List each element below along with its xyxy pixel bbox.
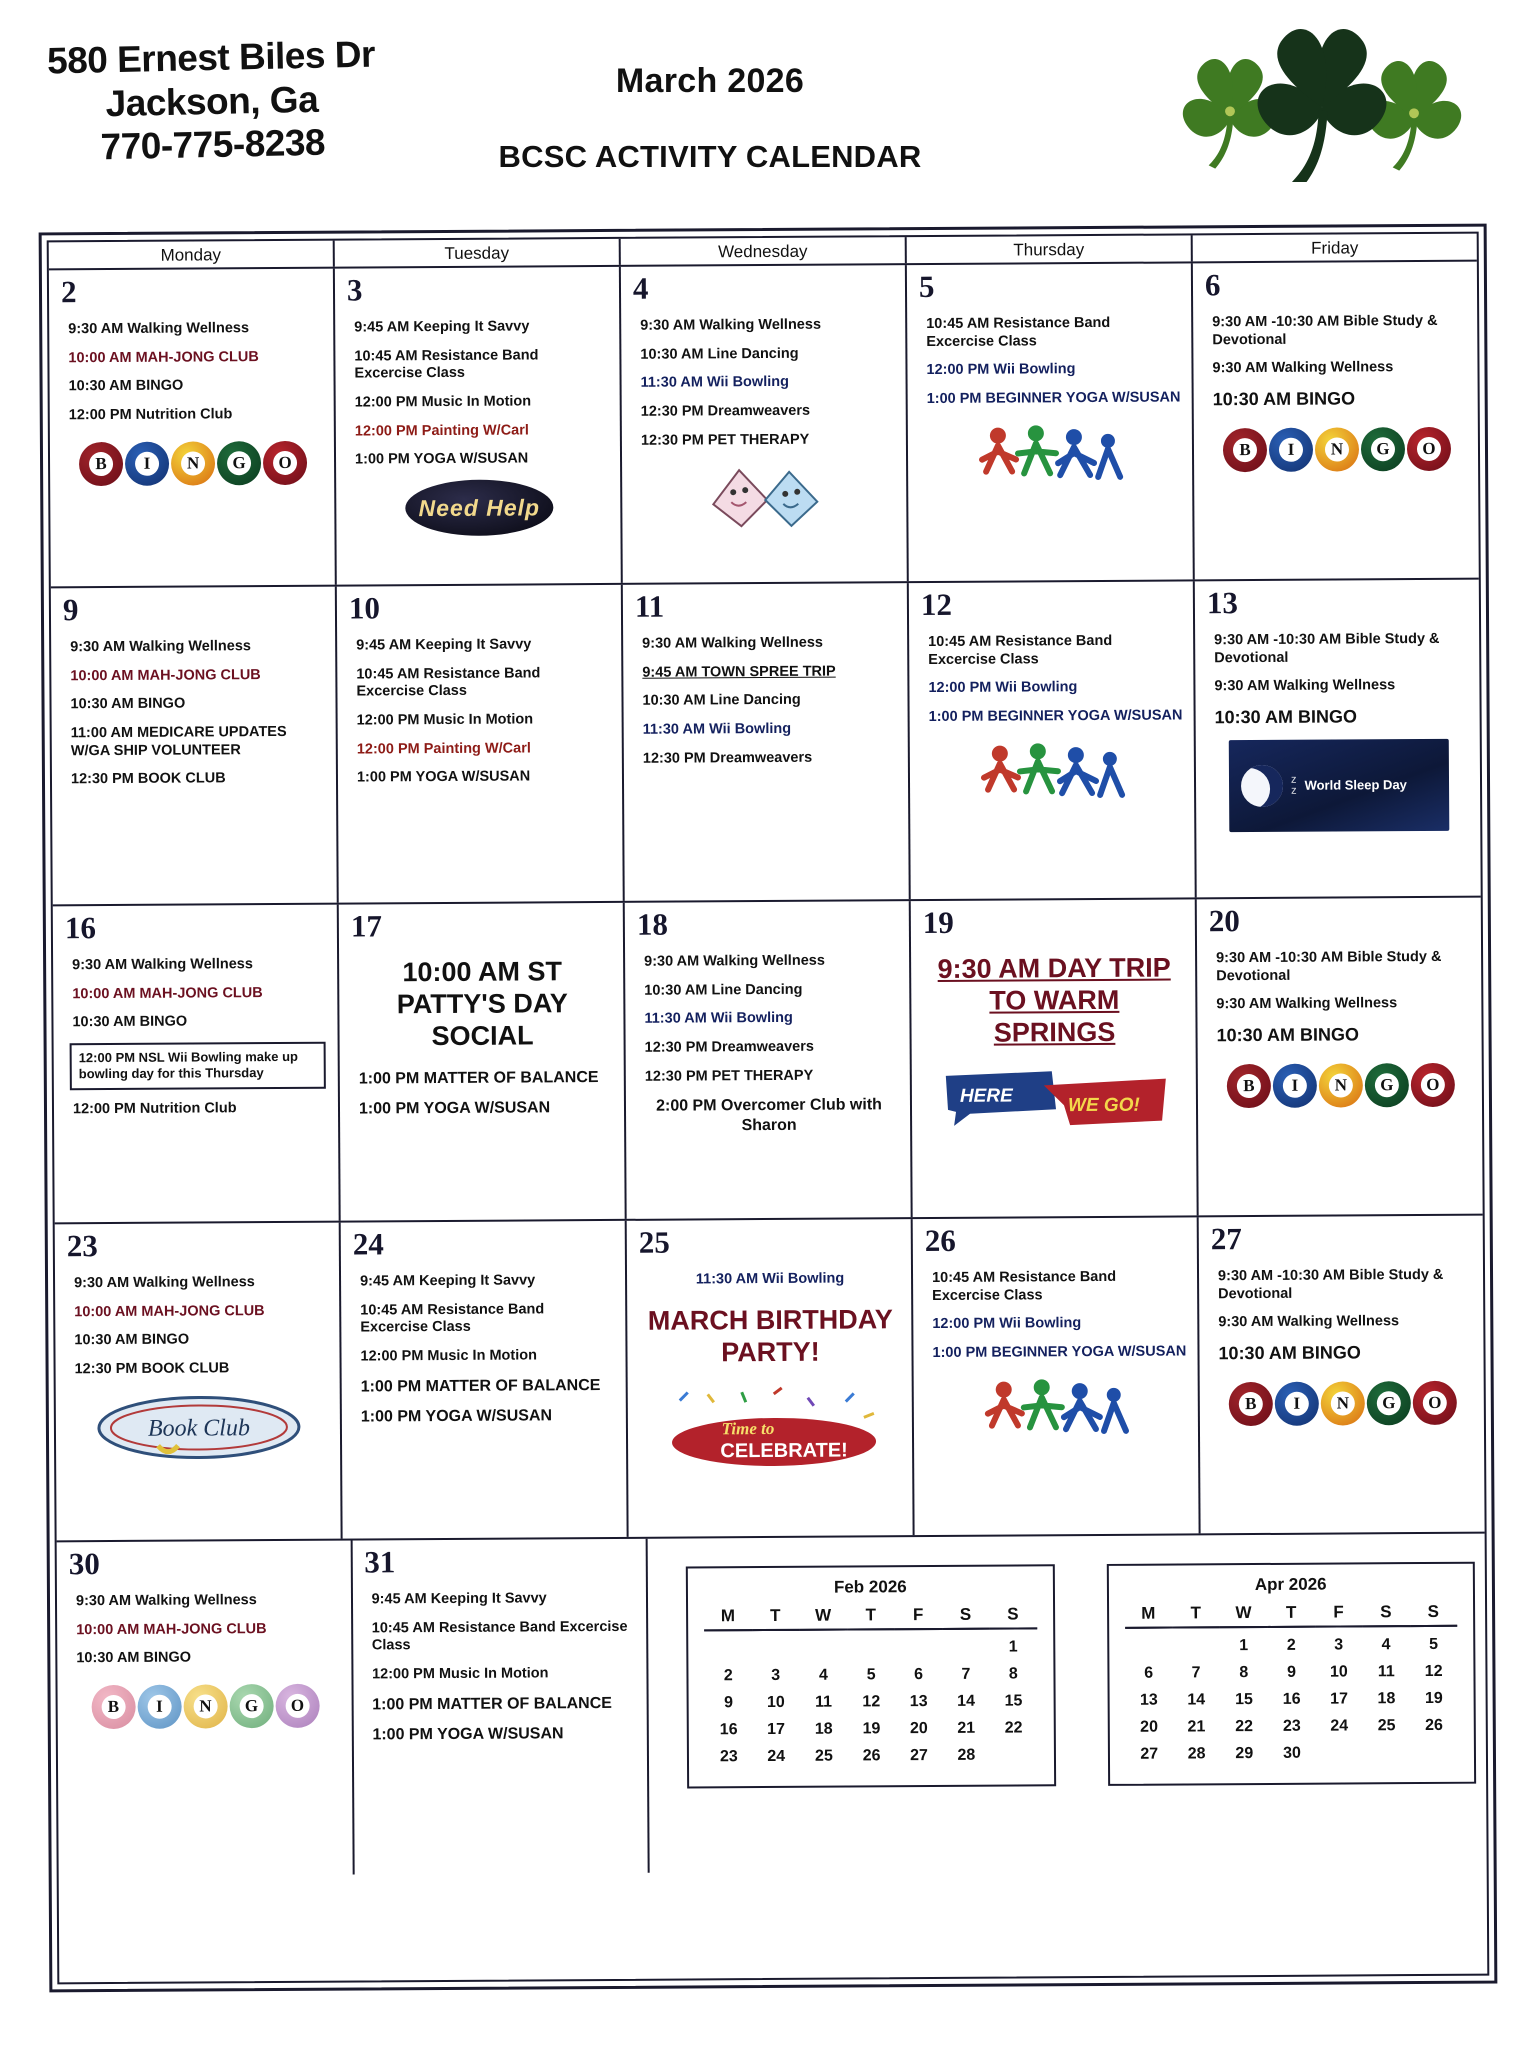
mini-day (752, 1630, 800, 1662)
weekday-wednesday: Wednesday (621, 237, 907, 265)
mini-dow: M (1125, 1603, 1173, 1628)
mini-dow: S (1410, 1601, 1458, 1626)
weekday-thursday: Thursday (907, 235, 1193, 263)
mini-day: 15 (1235, 1691, 1253, 1709)
day-cell-20[interactable] (1197, 898, 1483, 1216)
event-item: 10:00 AM MAH-JONG CLUB (74, 1302, 265, 1320)
day-cell-24[interactable] (341, 1221, 629, 1539)
day-number: 18 (636, 906, 668, 942)
event-item: 12:00 PM Painting W/Carl (354, 422, 529, 440)
mini-dow: W (1219, 1602, 1267, 1627)
mini-day: 18 (1377, 1690, 1396, 1708)
day-number: 4 (632, 270, 649, 306)
event-item: 9:30 AM Walking Wellness (70, 638, 251, 656)
mini-day: 6 (1144, 1664, 1154, 1682)
event-item: 10:45 AM Resistance Band Excercise Class (354, 347, 539, 382)
svg-text:HERE: HERE (959, 1085, 1013, 1107)
mini-day: 1 (1008, 1638, 1018, 1656)
svg-text:CELEBRATE!: CELEBRATE! (720, 1439, 848, 1463)
event-item: 12:30 PM BOOK CLUB (70, 770, 226, 788)
mini-day (895, 1629, 943, 1661)
mini-dow: T (752, 1605, 800, 1630)
mini-day (990, 1741, 1038, 1768)
day-cell-2[interactable] (49, 269, 337, 587)
mini-calendar-title: Feb 2026 (833, 1577, 907, 1597)
svg-text:Time to: Time to (721, 1419, 775, 1439)
day-cell-17[interactable] (339, 903, 627, 1221)
mini-dow: T (847, 1604, 895, 1629)
mini-dow: F (894, 1604, 942, 1629)
event-item: 1:00 PM BEGINNER YOGA W/SUSAN (926, 389, 1181, 408)
day-number: 19 (922, 904, 954, 941)
day-number: 16 (64, 910, 96, 946)
weekday-monday: Monday (49, 241, 335, 269)
week-row (55, 1216, 1485, 1543)
mini-day: 10 (766, 1693, 785, 1712)
event-item: 1:00 PM MATTER OF BALANCE (358, 1068, 599, 1088)
day-number: 11 (634, 588, 665, 624)
event-item: 10:00 AM MAH-JONG CLUB (68, 348, 259, 366)
mini-day (1172, 1627, 1220, 1659)
mini-dow: S (989, 1603, 1037, 1628)
day-number: 20 (1208, 903, 1240, 939)
day-number: 13 (1206, 585, 1239, 621)
shamrock-icon (1152, 22, 1492, 182)
day-number: 23 (66, 1228, 98, 1264)
event-item: 10:30 AM BINGO (74, 1331, 190, 1349)
day-cell-13[interactable] (1195, 580, 1481, 898)
event-item: 12:30 PM PET THERAPY (644, 1067, 814, 1085)
mini-day: 3 (1334, 1636, 1344, 1654)
day-cell-3[interactable] (335, 267, 623, 585)
mini-day: 24 (767, 1747, 786, 1766)
event-item: 1:00 PM MATTER OF BALANCE (372, 1694, 612, 1714)
mini-day (704, 1630, 752, 1662)
mini-day: 12 (862, 1693, 881, 1711)
day-cell-30[interactable] (57, 1541, 355, 1877)
event-item: 10:45 AM Resistance Band Excercise Class (931, 1268, 1117, 1304)
event-item: 10:45 AM Resistance Band Excercise Class (360, 1301, 545, 1336)
event-item: 1:00 PM YOGA W/SUSAN (372, 1725, 564, 1744)
day-number: 3 (346, 272, 363, 308)
event-headline: 9:30 AM DAY TRIP TO WARM SPRINGS (937, 952, 1171, 1048)
event-item: 10:30 AM BINGO (76, 1649, 192, 1667)
mini-day: 26 (862, 1747, 881, 1765)
day-cell-9[interactable] (51, 587, 339, 905)
mini-day: 10 (1329, 1663, 1348, 1681)
event-item: 9:45 AM Keeping It Savvy (371, 1590, 547, 1608)
day-number: 12 (920, 586, 953, 623)
event-item: 9:30 AM Walking Wellness (1218, 1313, 1400, 1331)
event-item: 12:30 PM Dreamweavers (642, 749, 813, 767)
event-item: 11:00 AM MEDICARE UPDATES W/GA SHIP VOLUNTEER (70, 723, 287, 760)
event-item: 12:00 PM Wii Bowling (926, 361, 1076, 379)
event-item: 10:30 AM BINGO (1212, 388, 1356, 410)
mini-day: 20 (909, 1720, 928, 1738)
event-item: 9:30 AM Walking Wellness (644, 952, 825, 970)
bingo-balls-icon: B I N G O (1210, 1057, 1472, 1109)
mini-dow: F (1315, 1601, 1363, 1626)
event-item: 1:00 PM BEGINNER YOGA W/SUSAN (928, 707, 1183, 726)
mini-day: 6 (914, 1666, 924, 1684)
event-item: 2:00 PM Overcomer Club with Sharon (656, 1096, 882, 1135)
mini-day (1410, 1739, 1458, 1766)
yoga-logo-icon (920, 418, 1182, 498)
mini-day: 28 (957, 1746, 976, 1764)
calendar-grid (39, 224, 1498, 1993)
mini-week-row (705, 1687, 1038, 1716)
mini-day: 29 (1235, 1745, 1254, 1763)
mini-day: 1 (1239, 1637, 1249, 1655)
mini-week-row (704, 1628, 1037, 1662)
mini-day: 14 (957, 1692, 975, 1710)
day-number: 6 (1204, 267, 1221, 303)
event-item: 12:30 PM BOOK CLUB (74, 1360, 230, 1378)
event-item: 9:30 AM Walking Wellness (642, 634, 823, 652)
mini-day: 18 (814, 1720, 833, 1738)
mini-day: 15 (1004, 1692, 1023, 1710)
mini-week-row (1125, 1685, 1458, 1714)
mini-week-row (705, 1741, 1038, 1770)
zzz-icon: z z (1290, 773, 1297, 797)
weekday-friday: Friday (1311, 238, 1359, 258)
event-item: 10:45 AM Resistance Band Excercise Class (371, 1618, 628, 1654)
day-cell-31[interactable] (352, 1539, 650, 1875)
mini-day: 5 (1429, 1635, 1439, 1653)
day-cell-26[interactable] (913, 1217, 1201, 1535)
event-item: 10:30 AM BINGO (68, 377, 184, 395)
day-cell-23[interactable] (55, 1223, 343, 1541)
day-cell-27[interactable] (1199, 1216, 1485, 1534)
event-item: 9:45 AM TOWN SPREE TRIP (642, 663, 836, 681)
mini-day (942, 1629, 990, 1661)
event-headline: 10:00 AM ST PATTY'S DAY SOCIAL (396, 956, 568, 1051)
mini-day: 4 (1381, 1636, 1391, 1654)
mini-day: 12 (1424, 1662, 1443, 1680)
event-item: 12:00 PM Nutrition Club (72, 1100, 237, 1118)
day-cell-16[interactable] (53, 905, 341, 1223)
day-number: 2 (60, 274, 77, 310)
event-item: 11:30 AM Wii Bowling (644, 1010, 793, 1028)
world-sleep-day-icon (1208, 739, 1471, 833)
week-row (49, 262, 1479, 589)
day-number: 5 (918, 268, 935, 305)
mini-dow: T (1172, 1602, 1220, 1627)
mini-dow: S (1362, 1601, 1410, 1626)
event-item: 12:00 PM Wii Bowling (928, 679, 1078, 697)
event-item: 10:45 AM Resistance Band Excercise Class (356, 665, 541, 700)
mini-day: 22 (1004, 1719, 1023, 1737)
mini-calendar-title: Apr 2026 (1254, 1574, 1327, 1595)
week-row (51, 580, 1481, 907)
page-header (0, 0, 1536, 192)
event-item: 12:30 PM Dreamweavers (644, 1038, 814, 1056)
mini-day: 19 (1424, 1689, 1443, 1707)
event-item: 12:00 PM Music In Motion (354, 393, 532, 411)
mini-day: 17 (1330, 1690, 1349, 1708)
mini-day: 7 (961, 1665, 971, 1683)
event-item: 9:30 AM Walking Wellness (640, 316, 822, 334)
day-cell-4[interactable] (621, 265, 909, 583)
day-number: 31 (364, 1544, 396, 1580)
book-club-icon (68, 1388, 330, 1466)
mini-calendars-area (648, 1534, 1487, 1873)
need-help-label: Need Help (405, 479, 553, 536)
event-item: 9:30 AM Walking Wellness (68, 320, 250, 338)
day-cell-12[interactable] (909, 581, 1197, 899)
here-we-go-icon (924, 1064, 1186, 1138)
mini-day: 2 (723, 1667, 733, 1685)
mini-dow: T (1267, 1602, 1315, 1627)
event-item: 12:30 PM PET THERAPY (640, 431, 810, 449)
svg-text:WE GO!: WE GO! (1067, 1094, 1140, 1116)
day-cell-5[interactable] (907, 263, 1195, 581)
event-item: 9:30 AM -10:30 AM Bible Study & Devotional (1216, 948, 1442, 984)
event-item: 9:30 AM Walking Wellness (1214, 677, 1396, 695)
mini-day: 9 (724, 1694, 734, 1712)
mini-day: 24 (1330, 1717, 1349, 1735)
event-item: 9:30 AM Walking Wellness (1216, 995, 1398, 1013)
mini-day: 8 (1008, 1665, 1018, 1683)
event-item: 11:30 AM Wii Bowling (640, 374, 790, 392)
event-item: 1:00 PM BEGINNER YOGA W/SUSAN (932, 1343, 1187, 1362)
day-number: 27 (1210, 1221, 1242, 1257)
event-item: 10:45 AM Resistance Band Excercise Class (928, 632, 1113, 668)
mini-day: 23 (1282, 1717, 1301, 1735)
week-row (57, 1534, 1487, 1877)
mini-day: 16 (1282, 1690, 1301, 1708)
event-item: 12:00 PM Wii Bowling (932, 1315, 1082, 1333)
event-item: 10:30 AM BINGO (1216, 1024, 1359, 1046)
event-item: 10:00 AM MAH-JONG CLUB (70, 666, 261, 684)
mini-day: 4 (818, 1666, 828, 1684)
week-row (53, 898, 1483, 1225)
mini-day (1125, 1628, 1173, 1660)
day-number: 25 (638, 1224, 670, 1260)
facility-address (47, 33, 377, 171)
mini-day: 16 (719, 1721, 738, 1739)
day-cell-25[interactable] (627, 1219, 915, 1537)
mini-day: 23 (719, 1748, 738, 1766)
event-item: 10:30 AM BINGO (1218, 1342, 1361, 1364)
bingo-balls-icon: B I N G O (62, 434, 324, 486)
svg-text:Book Club: Book Club (147, 1414, 250, 1442)
mini-dow: W (799, 1605, 847, 1630)
mini-calendar-feb (686, 1564, 1056, 1788)
event-item: 9:45 AM Keeping It Savvy (356, 636, 532, 654)
event-item: 9:30 AM Walking Wellness (74, 1274, 255, 1292)
event-item: 10:45 AM Resistance Band Excercise Class (926, 314, 1111, 350)
yoga-logo-icon (926, 1372, 1188, 1452)
mini-day (847, 1629, 895, 1661)
event-item: 11:30 AM Wii Bowling (695, 1270, 845, 1288)
mini-calendar-apr (1106, 1562, 1476, 1786)
world-sleep-day-label: World Sleep Day (1304, 776, 1407, 793)
mini-day: 26 (1425, 1716, 1443, 1734)
event-item: 12:00 PM Painting W/Carl (356, 740, 531, 758)
mini-day: 14 (1187, 1691, 1206, 1709)
event-item: 1:00 PM YOGA W/SUSAN (358, 1099, 551, 1118)
mini-day (799, 1630, 847, 1662)
mini-day: 21 (957, 1719, 976, 1737)
mini-week-row (1125, 1739, 1458, 1768)
day-cell-19[interactable] (911, 899, 1199, 1217)
page-title: March 2026 (615, 62, 805, 100)
event-item: 9:30 AM -10:30 AM Bible Study & Devotional (1212, 312, 1438, 348)
mini-day: 28 (1187, 1745, 1206, 1763)
mini-week-row (1125, 1626, 1458, 1660)
mini-day: 21 (1187, 1718, 1206, 1736)
title-block (470, 62, 950, 175)
mini-day: 17 (767, 1720, 785, 1739)
mini-day: 27 (1140, 1745, 1159, 1763)
need-help-badge-icon (348, 479, 610, 537)
event-item: 1:00 PM MATTER OF BALANCE (360, 1376, 601, 1396)
event-note-box: 12:00 PM NSL Wii Bowling make up bowling day for this Thursday (70, 1042, 326, 1090)
event-item: 9:30 AM Walking Wellness (72, 956, 253, 974)
mini-day: 19 (862, 1720, 881, 1738)
mini-day: 8 (1239, 1664, 1249, 1682)
event-item: 12:00 PM Music In Motion (371, 1665, 549, 1683)
mini-day: 27 (910, 1747, 928, 1765)
mini-week-row (1125, 1712, 1458, 1741)
day-number: 26 (924, 1222, 956, 1259)
event-item: 10:30 AM BINGO (70, 695, 186, 713)
event-headline: MARCH BIRTHDAY PARTY! (647, 1303, 893, 1367)
event-item: 12:00 PM Music In Motion (356, 711, 534, 729)
mini-day: 20 (1140, 1718, 1158, 1736)
event-item: 10:00 AM MAH-JONG CLUB (76, 1620, 267, 1638)
event-item: 10:00 AM MAH-JONG CLUB (72, 984, 263, 1002)
yoga-logo-icon (922, 736, 1184, 816)
bingo-balls-icon: B I N G O (1206, 421, 1468, 473)
mini-day: 11 (1377, 1663, 1395, 1681)
weekday-tuesday: Tuesday (335, 239, 621, 267)
mini-dow: S (942, 1604, 990, 1629)
mini-day: 25 (814, 1747, 833, 1765)
event-item: 1:00 PM YOGA W/SUSAN (356, 768, 531, 786)
pet-therapy-icon (634, 460, 896, 532)
bingo-balls-icon: B I N G O (69, 1678, 341, 1730)
day-number: 10 (348, 590, 381, 626)
event-item: 12:00 PM Nutrition Club (68, 406, 233, 424)
mini-day: 2 (1286, 1636, 1296, 1654)
event-item: 1:00 PM YOGA W/SUSAN (354, 450, 529, 468)
day-number: 17 (350, 908, 382, 944)
mini-day: 30 (1283, 1744, 1301, 1762)
day-cell-6[interactable] (1193, 262, 1479, 580)
mini-day: 13 (1139, 1691, 1158, 1709)
event-item: 9:30 AM -10:30 AM Bible Study & Devotional (1217, 1266, 1444, 1302)
event-item: 9:30 AM Walking Wellness (75, 1592, 257, 1610)
address-line-1: 580 Ernest Biles Dr (46, 33, 376, 82)
event-item: 10:30 AM Line Dancing (644, 981, 803, 999)
address-line-2: Jackson, Ga (105, 78, 319, 124)
mini-day: 11 (815, 1693, 833, 1711)
day-cell-18[interactable] (625, 901, 913, 1219)
event-item: 9:30 AM Walking Wellness (1212, 359, 1394, 377)
event-item: 12:00 PM Music In Motion (360, 1347, 537, 1365)
event-item: 10:30 AM Line Dancing (640, 345, 799, 363)
event-item: 9:45 AM Keeping It Savvy (354, 318, 530, 336)
time-to-celebrate-icon (640, 1384, 903, 1472)
bingo-balls-icon: B I N G O (1212, 1375, 1474, 1427)
event-item: 1:00 PM YOGA W/SUSAN (360, 1407, 553, 1426)
mini-day (1363, 1739, 1411, 1766)
day-number: 9 (62, 592, 79, 628)
day-cell-11[interactable] (623, 583, 911, 901)
event-item: 12:30 PM Dreamweavers (640, 402, 811, 420)
event-item: 9:45 AM Keeping It Savvy (360, 1272, 536, 1290)
event-item: 10:30 AM BINGO (1214, 706, 1358, 728)
mini-day: 13 (909, 1693, 928, 1711)
day-number: 30 (68, 1546, 100, 1582)
mini-day: 9 (1287, 1663, 1297, 1681)
mini-day: 25 (1377, 1717, 1396, 1735)
page-subtitle: BCSC ACTIVITY CALENDAR (498, 139, 922, 174)
event-item: 11:30 AM Wii Bowling (642, 720, 792, 738)
event-item: 10:30 AM BINGO (72, 1013, 188, 1031)
mini-day: 7 (1191, 1664, 1201, 1682)
mini-week-row (705, 1660, 1038, 1689)
mini-day: 3 (771, 1666, 781, 1684)
day-cell-10[interactable] (337, 585, 625, 903)
day-number: 24 (352, 1226, 384, 1262)
mini-dow: M (704, 1605, 752, 1630)
mini-day: 22 (1235, 1718, 1254, 1736)
mini-week-row (1125, 1658, 1458, 1687)
phone-number: 770-775-8238 (100, 121, 326, 168)
moon-icon (1241, 765, 1283, 807)
mini-day: 5 (866, 1666, 876, 1684)
mini-week-row (705, 1714, 1038, 1743)
event-item: 9:30 AM -10:30 AM Bible Study & Devotional (1214, 630, 1440, 666)
mini-day (1316, 1739, 1364, 1766)
event-item: 10:30 AM Line Dancing (642, 692, 801, 710)
